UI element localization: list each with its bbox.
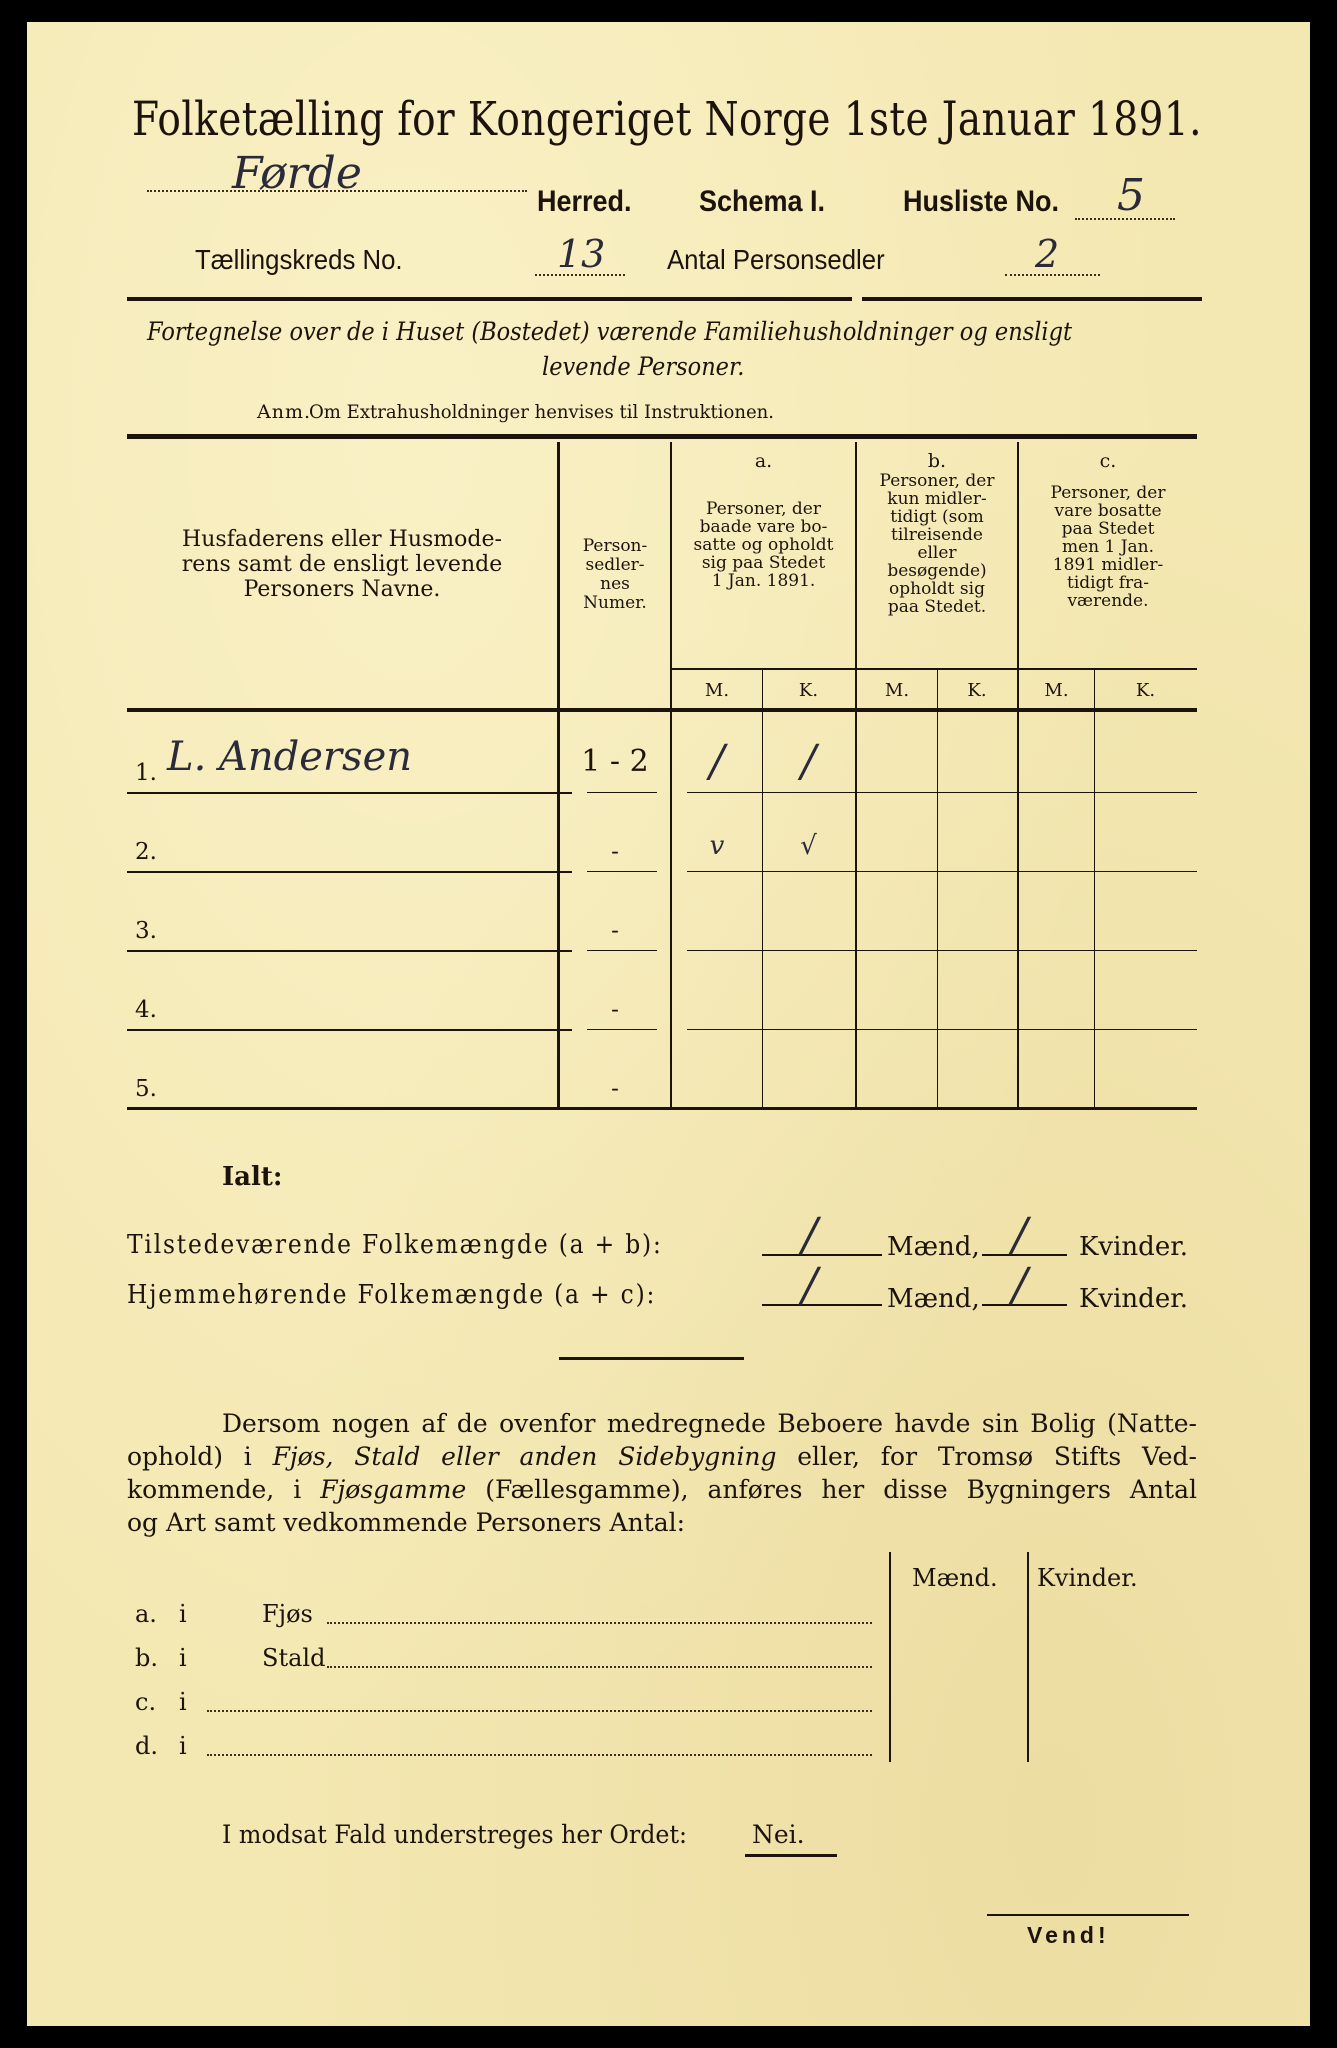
col-b-mk-line [937, 670, 938, 1108]
header-c-text-line6: tidigt fra- [1066, 573, 1149, 593]
header-b-text-line1: Personer, der [879, 471, 995, 491]
header-numer-line4: Numer. [583, 593, 647, 613]
schema-label: Schema I. [699, 185, 826, 218]
bygn-dotted-line [327, 1622, 872, 1624]
header-b-text-line6: besøgende) [887, 561, 987, 581]
hjemme-maend-label: Mænd, [887, 1284, 980, 1314]
subtitle-line2: levende Personer. [542, 352, 745, 381]
row-rule-numer [587, 1029, 657, 1030]
modsat-underline [745, 1854, 837, 1857]
header-numer-line1: Person- [582, 536, 648, 556]
bygn-kvinder-header: Kvinder. [1037, 1564, 1138, 1592]
header-rule-right [862, 297, 1202, 301]
bygn-label: Stald [262, 1644, 326, 1672]
bygn-i: i [179, 1644, 187, 1672]
row-name: L. Andersen [167, 734, 412, 780]
note-label: Anm. [257, 401, 312, 423]
vend-text: Vend! [1027, 1922, 1110, 1948]
subtitle-line1: Fortegnelse over de i Huset (Bostedet) værende Familiehusholdninger og ensligt [147, 317, 1073, 346]
vend-rule [987, 1914, 1189, 1916]
row-rule-counts [687, 1029, 1197, 1030]
header-c-k: K. [1135, 680, 1156, 701]
header-b-text-line5: eller [917, 543, 957, 563]
header-a-k: K. [798, 680, 819, 701]
header-numer-line3: nes [600, 574, 630, 594]
header-a-text-line1: Personer, der [706, 499, 821, 519]
header-names-line1: Husfaderens eller Husmode- [182, 527, 502, 552]
form-title: Folketælling for Kongeriget Norge 1ste Januar 1891. [132, 92, 1202, 147]
herred-value: Førde [232, 148, 362, 199]
header-a-text-line5: 1 Jan. 1891. [711, 571, 816, 591]
bygn-dotted-line [207, 1754, 872, 1756]
header-c-m: M. [1044, 680, 1069, 701]
header-c-text-line2: vare bosatte [1054, 501, 1162, 521]
bygn-letter: d. [135, 1732, 158, 1760]
tilstede-kvinder-value: / [1012, 1207, 1028, 1261]
header-a-text-line3: satte og opholdt [693, 535, 834, 555]
section-divider [559, 1357, 744, 1360]
row-numer: 1 - 2 [581, 744, 649, 779]
row-rule-name [127, 871, 572, 873]
header-c-text-line1: Personer, der [1050, 483, 1166, 503]
census-form [27, 22, 1310, 2026]
mk-header-rule [672, 668, 1197, 670]
row-cell-a-m: v [709, 831, 725, 861]
col-c-mk-line [1094, 670, 1095, 1108]
row-number: 5. [135, 1076, 157, 1102]
building-paragraph [127, 1407, 1197, 1539]
header-numer-line2: sedler- [585, 555, 645, 575]
row-number: 2. [135, 839, 157, 865]
table-top-rule [127, 434, 1197, 439]
header-b-text-line2: kun midler- [887, 489, 987, 509]
header-a-text-line2: baade vare bo- [699, 517, 828, 537]
header-c-text-line7: værende. [1067, 591, 1149, 611]
header-b-k: K. [967, 680, 987, 701]
header-names-line2: rens samt de ensligt levende [181, 552, 503, 577]
bygn-line-2 [1027, 1552, 1029, 1762]
bygn-label: Fjøs [262, 1600, 313, 1628]
tilstede-maend-label: Mænd, [887, 1232, 980, 1262]
header-c-text-line3: paa Stedet [1061, 519, 1155, 539]
bygn-maend-header: Mænd. [912, 1564, 998, 1592]
personsedler-value: 2 [1035, 232, 1060, 276]
paragraph-line: ophold) i Fjøs, Stald eller anden Sidebygning eller, for Tromsø Stifts Ved- [127, 1442, 1197, 1471]
kreds-label: Tællingskreds No. [195, 244, 403, 275]
note-text: Om Extrahusholdninger henvises til Instruktionen. [309, 401, 775, 423]
header-b-text-line3: tidigt (som [890, 507, 984, 527]
herred-label: Herred. [537, 185, 632, 218]
bygn-letter: b. [135, 1644, 158, 1672]
ialt-label: Ialt: [222, 1162, 283, 1192]
row-numer: - [611, 918, 619, 944]
header-numer [560, 537, 670, 613]
bygn-dotted-line [327, 1666, 872, 1668]
header-rule-left [127, 297, 852, 301]
row-rule-numer [587, 792, 657, 793]
paragraph-line: og Art samt vedkommende Personers Antal: [127, 1508, 686, 1537]
row-rule-counts [687, 871, 1197, 872]
header-a-text [672, 500, 855, 590]
header-c-text [1019, 484, 1197, 610]
bygn-letter: c. [135, 1688, 157, 1716]
header-b-text-line8: paa Stedet. [887, 597, 987, 617]
row-number: 1. [135, 760, 157, 786]
header-b-letter: b. [927, 450, 947, 472]
tilstede-kvinder-label: Kvinder. [1079, 1232, 1189, 1262]
modsat-word: Nei. [752, 1820, 805, 1849]
header-b-m: M. [884, 680, 910, 701]
header-c-text-line4: men 1 Jan. [1061, 537, 1155, 557]
row-rule-counts [687, 792, 1197, 793]
header-names-line3: Personers Navne. [243, 577, 441, 602]
hjemme-kvinder-value: / [1012, 1257, 1028, 1311]
row-numer: - [611, 997, 619, 1023]
hjemme-kvinder-label: Kvinder. [1079, 1284, 1189, 1314]
header-names [137, 527, 547, 602]
row-rule-counts [687, 950, 1197, 951]
paragraph-line: kommende, i Fjøsgamme (Fællesgamme), anføres her disse Bygningers Antal [127, 1475, 1197, 1504]
modsat-text: I modsat Fald understreges her Ordet: [222, 1820, 687, 1849]
header-b-text-line7: opholdt sig [889, 579, 985, 599]
row-rule-name [127, 1029, 572, 1031]
row-rule-numer [587, 950, 657, 951]
header-a-letter: a. [754, 450, 773, 472]
header-c-letter: c. [1099, 450, 1117, 472]
header-b-text-line4: tilreisende [890, 525, 983, 545]
bygn-i: i [179, 1688, 187, 1716]
hjemme-maend-line [762, 1304, 882, 1306]
header-b-text [857, 472, 1017, 616]
tilstede-maend-value: / [802, 1207, 818, 1261]
husliste-label: Husliste No. [903, 185, 1060, 218]
bygn-i: i [179, 1600, 187, 1628]
bygn-letter: a. [135, 1600, 157, 1628]
row-cell-a-k: √ [800, 831, 817, 861]
row-numer: - [611, 839, 619, 865]
paragraph-line: Dersom nogen af de ovenfor medregnede Beboere havde sin Bolig (Natte- [222, 1409, 1197, 1438]
header-c-text-line5: 1891 midler- [1052, 555, 1164, 575]
personsedler-label: Antal Personsedler [667, 244, 885, 275]
row-numer: - [611, 1076, 619, 1102]
tilstede-maend-line [762, 1254, 882, 1256]
tilstede-label: Tilstedeværende Folkemængde (a + b): [127, 1230, 663, 1260]
header-a-text-line4: sig paa Stedet [701, 553, 826, 573]
table-bottom-rule [127, 1107, 1197, 1110]
bygn-line-1 [889, 1552, 891, 1762]
row-number: 3. [135, 918, 157, 944]
row-rule-name [127, 950, 572, 952]
row-rule-numer [587, 871, 657, 872]
hjemme-label: Hjemmehørende Folkemængde (a + c): [127, 1280, 657, 1310]
bygn-i: i [179, 1732, 187, 1760]
bygn-dotted-line [207, 1710, 872, 1712]
husliste-value: 5 [1117, 170, 1145, 221]
kreds-value: 13 [557, 232, 606, 276]
table-header-bottom-rule [127, 708, 1197, 712]
row-cell-a-m: / [709, 736, 725, 787]
row-cell-a-k: / [801, 736, 816, 787]
hjemme-maend-value: / [802, 1257, 818, 1311]
row-rule-name [127, 792, 572, 794]
header-a-m: M. [704, 680, 730, 701]
row-number: 4. [135, 997, 157, 1023]
